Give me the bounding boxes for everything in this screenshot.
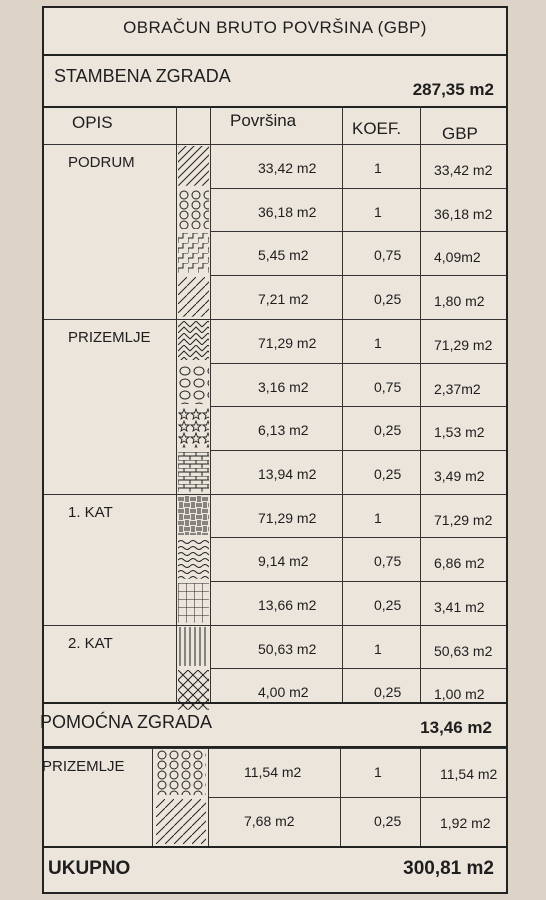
header-koef: KOEF. <box>352 119 402 138</box>
cross-hatch-icon <box>178 670 209 710</box>
row-povrsina: 9,14 m2 <box>258 553 309 570</box>
hexagon-fill-icon <box>156 750 206 795</box>
row-gbp: 1,00 m2 <box>434 686 485 703</box>
row-koef: 0,25 <box>374 422 402 439</box>
grand-total-label: UKUPNO <box>48 858 131 879</box>
herringbone-icon <box>178 321 209 361</box>
row-gbp: 11,54 m2 <box>440 766 498 782</box>
hexagon-fill-icon <box>178 190 209 230</box>
row-opis: 1. KAT <box>68 503 113 521</box>
brick-fill-icon <box>178 452 209 492</box>
row-povrsina: 13,66 m2 <box>258 597 317 613</box>
stairs-fill-icon <box>178 233 209 273</box>
row-gbp: 71,29 m2 <box>434 511 493 528</box>
row-koef: 1 <box>374 160 382 176</box>
row-povrsina: 5,45 m2 <box>258 247 309 264</box>
table-row <box>44 231 506 275</box>
row-gbp: 2,37m2 <box>434 380 481 397</box>
row-povrsina: 7,68 m2 <box>244 813 295 829</box>
section-residential-total: 287,35 m2 <box>412 80 494 99</box>
row-gbp: 1,80 m2 <box>434 293 485 310</box>
parquet-fill-icon <box>178 496 209 536</box>
row-povrsina: 71,29 m2 <box>258 334 317 351</box>
header-opis: OPIS <box>72 113 113 132</box>
table-row <box>44 797 506 846</box>
row-koef: 0,25 <box>374 684 402 701</box>
row-gbp: 6,86 m2 <box>434 555 485 572</box>
row-koef: 0,75 <box>374 247 402 264</box>
row-koef: 0,75 <box>374 553 402 570</box>
stone-fill-icon <box>178 365 209 405</box>
table-row <box>44 275 506 319</box>
row-koef: 0,25 <box>374 465 402 482</box>
row-povrsina: 36,18 m2 <box>258 203 317 220</box>
row-gbp: 4,09m2 <box>434 249 481 266</box>
wavy-lines-icon <box>178 539 209 579</box>
row-gbp: 36,18 m2 <box>434 205 493 222</box>
row-gbp: 50,63 m2 <box>434 642 493 659</box>
tile-grid-icon <box>178 583 209 623</box>
row-opis: PRIZEMLJE <box>68 328 151 346</box>
row-opis: 2. KAT <box>68 634 113 652</box>
row-koef: 1 <box>374 764 382 780</box>
table-row <box>44 363 506 407</box>
table-row <box>44 625 506 669</box>
row-gbp: 3,41 m2 <box>434 599 485 615</box>
table-row <box>44 581 506 625</box>
diagonal-lines-icon <box>156 799 206 844</box>
row-koef: 0,75 <box>374 378 402 395</box>
row-koef: 0,25 <box>374 813 402 829</box>
table-row <box>44 748 506 797</box>
section-auxiliary-label: POMOĆNA ZGRADA <box>40 712 213 732</box>
row-povrsina: 4,00 m2 <box>258 684 309 701</box>
row-gbp: 33,42 m2 <box>434 162 493 178</box>
star-fill-icon <box>178 408 209 448</box>
table-row <box>44 668 506 712</box>
table-row <box>44 537 506 581</box>
diagonal-lines-icon <box>178 277 209 317</box>
row-povrsina: 7,21 m2 <box>258 291 309 308</box>
row-povrsina: 33,42 m2 <box>258 160 317 176</box>
header-gbp: GBP <box>442 124 478 143</box>
vertical-lines-icon <box>178 627 209 667</box>
section-auxiliary-total: 13,46 m2 <box>420 718 492 737</box>
row-koef: 1 <box>374 203 382 220</box>
row-povrsina: 50,63 m2 <box>258 640 317 657</box>
table-row <box>44 450 506 494</box>
table-title: OBRAČUN BRUTO POVRŠINA (GBP) <box>123 18 427 37</box>
row-povrsina: 13,94 m2 <box>258 465 317 482</box>
gbp-table-sheet <box>42 6 508 894</box>
row-koef: 1 <box>374 509 382 526</box>
section-residential-label: STAMBENA ZGRADA <box>54 66 231 86</box>
row-opis: PODRUM <box>68 154 135 171</box>
table-row <box>44 188 506 232</box>
row-povrsina: 11,54 m2 <box>244 764 302 780</box>
row-gbp: 1,53 m2 <box>434 424 485 441</box>
table-row <box>44 319 506 363</box>
row-gbp: 71,29 m2 <box>434 336 493 353</box>
row-opis: PRIZEMLJE <box>42 758 125 775</box>
row-gbp: 3,49 m2 <box>434 467 485 484</box>
table-row <box>44 494 506 538</box>
row-povrsina: 3,16 m2 <box>258 378 309 395</box>
row-povrsina: 6,13 m2 <box>258 422 309 439</box>
diagonal-hatch-icon <box>178 146 209 186</box>
row-koef: 1 <box>374 640 382 657</box>
table-row <box>44 406 506 450</box>
header-povrsina: Površina <box>230 111 297 130</box>
row-koef: 1 <box>374 334 382 351</box>
row-koef: 0,25 <box>374 291 402 308</box>
grand-total-value: 300,81 m2 <box>403 858 494 879</box>
table-row <box>44 144 506 188</box>
row-povrsina: 71,29 m2 <box>258 509 317 526</box>
row-gbp: 1,92 m2 <box>440 815 491 831</box>
row-koef: 0,25 <box>374 597 402 613</box>
